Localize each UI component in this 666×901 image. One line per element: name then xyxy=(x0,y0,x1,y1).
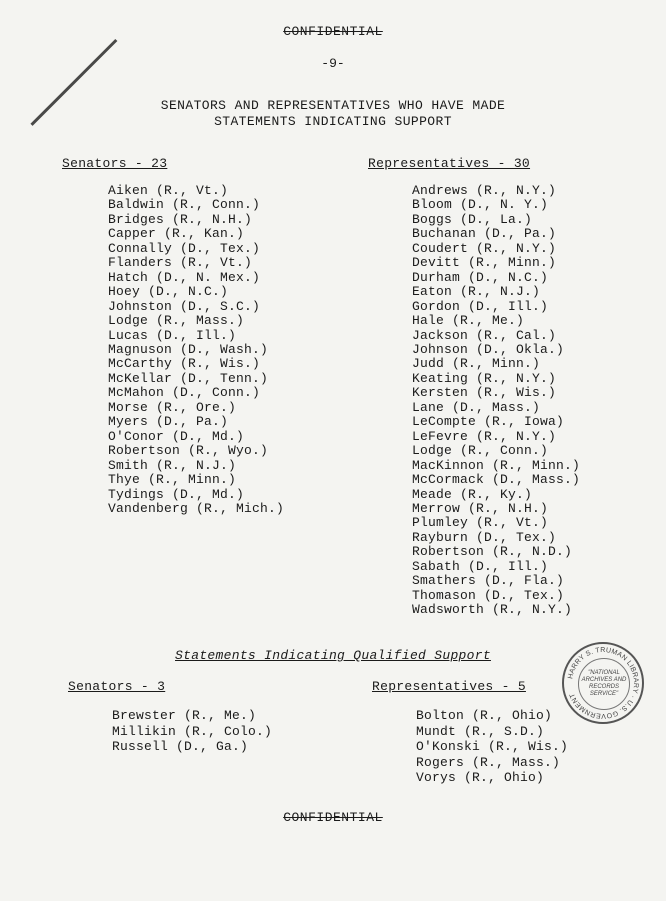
member-entry: Durham (D., N.C.) xyxy=(412,269,549,285)
member-entry: Aiken (R., Vt.) xyxy=(108,183,229,198)
member-entry: Myers (D., Pa.) xyxy=(108,414,229,430)
member-entry: Keating (R., N.Y.) xyxy=(412,370,557,386)
classification-header: CONFIDENTIAL xyxy=(283,24,383,39)
member-entry: Lucas (D., Ill.) xyxy=(108,327,237,343)
member-entry: Baldwin (R., Conn.) xyxy=(108,197,261,213)
member-entry: Wadsworth (R., N.Y.) xyxy=(412,602,573,618)
member-entry: O'Conor (D., Md.) xyxy=(108,428,245,444)
page-number: -9- xyxy=(321,56,345,71)
member-entry: Johnston (D., S.C.) xyxy=(108,298,261,314)
member-entry: Meade (R., Ky.) xyxy=(412,486,533,502)
faint-background-stamp xyxy=(220,595,480,635)
member-entry: Flanders (R., Vt.) xyxy=(108,255,253,271)
seal-center-text: "NATIONAL ARCHIVES AND RECORDS SERVICE" xyxy=(578,658,630,710)
member-entry: Brewster (R., Me.) xyxy=(112,708,257,723)
member-entry: Morse (R., Ore.) xyxy=(108,399,237,415)
member-entry: MacKinnon (R., Minn.) xyxy=(412,457,581,473)
member-entry: Hale (R., Me.) xyxy=(412,313,525,329)
member-entry: Buchanan (D., Pa.) xyxy=(412,226,557,242)
member-entry: Mundt (R., S.D.) xyxy=(416,723,545,739)
member-entry: Thomason (D., Tex.) xyxy=(412,587,565,603)
member-entry: Bloom (D., N. Y.) xyxy=(412,197,549,213)
member-entry: Andrews (R., N.Y.) xyxy=(412,183,557,198)
member-entry: Devitt (R., Minn.) xyxy=(412,255,557,271)
senators-heading: Senators - 23 xyxy=(62,156,168,171)
member-entry: LeCompte (R., Iowa) xyxy=(412,414,565,430)
senators-support-list xyxy=(108,184,284,516)
document-title-line2: STATEMENTS INDICATING SUPPORT xyxy=(214,114,452,129)
member-entry: Hatch (D., N. Mex.) xyxy=(108,269,261,285)
member-entry: Thye (R., Minn.) xyxy=(108,472,237,488)
member-entry: Merrow (R., N.H.) xyxy=(412,500,549,516)
member-entry: McCarthy (R., Wis.) xyxy=(108,356,261,372)
qualified-representatives-list xyxy=(416,708,568,786)
member-entry: Plumley (R., Vt.) xyxy=(412,515,549,531)
member-entry: Capper (R., Kan.) xyxy=(108,226,245,242)
member-entry: Vandenberg (R., Mich.) xyxy=(108,500,285,516)
member-entry: Millikin (R., Colo.) xyxy=(112,723,273,739)
member-entry: Bridges (R., N.H.) xyxy=(108,211,253,227)
representatives-support-list xyxy=(412,184,580,618)
member-entry: Lodge (R., Mass.) xyxy=(108,313,245,329)
member-entry: Eaton (R., N.J.) xyxy=(412,284,541,300)
member-entry: Johnson (D., Okla.) xyxy=(412,341,565,357)
member-entry: McCormack (D., Mass.) xyxy=(412,472,581,488)
member-entry: Smith (R., N.J.) xyxy=(108,457,237,473)
member-entry: Sabath (D., Ill.) xyxy=(412,558,549,574)
member-entry: Magnuson (D., Wash.) xyxy=(108,341,269,357)
member-entry: Coudert (R., N.Y.) xyxy=(412,240,557,256)
qualified-senators-heading: Senators - 3 xyxy=(68,679,166,694)
member-entry: Lodge (R., Conn.) xyxy=(412,443,549,459)
member-entry: Kersten (R., Wis.) xyxy=(412,385,557,401)
member-entry: Robertson (R., N.D.) xyxy=(412,544,573,560)
document-title-line1: SENATORS AND REPRESENTATIVES WHO HAVE MADE xyxy=(160,98,506,113)
member-entry: Hoey (D., N.C.) xyxy=(108,284,229,300)
member-entry: Rogers (R., Mass.) xyxy=(416,754,561,770)
member-entry: Russell (D., Ga.) xyxy=(112,739,249,754)
member-entry: Judd (R., Minn.) xyxy=(412,356,541,372)
member-entry: Bolton (R., Ohio) xyxy=(416,708,553,723)
member-entry: O'Konski (R., Wis.) xyxy=(416,739,569,754)
member-entry: Smathers (D., Fla.) xyxy=(412,573,565,589)
member-entry: Robertson (R., Wyo.) xyxy=(108,443,269,459)
qualified-senators-list xyxy=(112,708,272,755)
member-entry: McKellar (D., Tenn.) xyxy=(108,370,269,386)
member-entry: Jackson (R., Cal.) xyxy=(412,327,557,343)
qualified-support-heading: Statements Indicating Qualified Support xyxy=(175,648,491,663)
member-entry: Connally (D., Tex.) xyxy=(108,240,261,256)
archive-seal-stamp xyxy=(562,642,644,724)
member-entry: Rayburn (D., Tex.) xyxy=(412,529,557,545)
member-entry: Gordon (D., Ill.) xyxy=(412,298,549,314)
svg-text:HARRY S. TRUMAN LIBRARY · U.S.: HARRY S. TRUMAN LIBRARY · U.S. GOVERNMENT xyxy=(567,646,640,720)
classification-footer: CONFIDENTIAL xyxy=(283,810,383,825)
member-entry: Lane (D., Mass.) xyxy=(412,399,541,415)
qualified-representatives-heading: Representatives - 5 xyxy=(372,679,526,694)
member-entry: Tydings (D., Md.) xyxy=(108,486,245,502)
member-entry: Boggs (D., La.) xyxy=(412,211,533,227)
member-entry: Vorys (R., Ohio) xyxy=(416,770,545,785)
member-entry: McMahon (D., Conn.) xyxy=(108,385,261,401)
member-entry: LeFevre (R., N.Y.) xyxy=(412,428,557,444)
representatives-heading: Representatives - 30 xyxy=(368,156,531,171)
